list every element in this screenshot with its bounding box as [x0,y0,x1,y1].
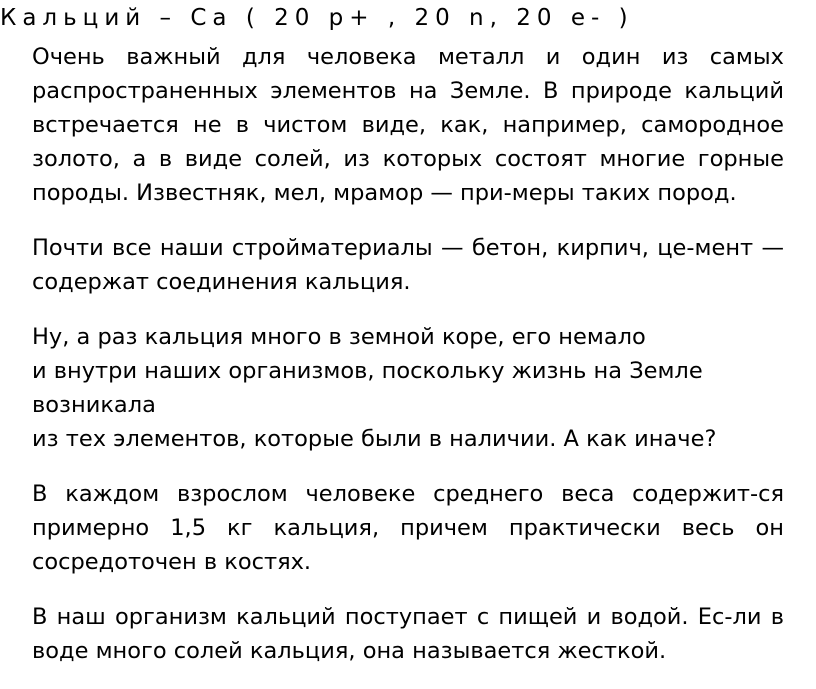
document-body [32,40,784,689]
paragraph-organisms [32,320,784,456]
paragraph-adult-calcium: В каждом взрослом человеке среднего веса содержит-ся примерно 1,5 кг кальция, причем практически весь он сосредоточен в костях. [32,481,784,575]
paragraph-calcium-intro: Очень важный для человека металл и один из самых распространенных элементов на Земле. В природе кальций встречается не в чистом виде, как, например, самородное золото, а в виде солей, из которых состоят многие горные породы. Известняк, мел, мрамор — при-меры таких пород. [32,44,784,206]
page-title: Кальций – Са ( 20 p+ , 20 n, 20 e- ) [0,5,634,31]
paragraph-organisms-line: из тех элементов, которые были в наличии. А как иначе? [32,426,717,452]
paragraph-organisms-line: и внутри наших организмов, поскольку жизнь на Земле возникала [32,358,703,418]
paragraph-organisms-line: Ну, а раз кальция много в земной коре, его немало [32,324,646,350]
paragraph-water-hardness: В наш организм кальций поступает с пищей и водой. Ес-ли в воде много солей кальция, она называется жесткой. [32,604,784,664]
paragraph-building-materials: Почти все наши стройматериалы — бетон, кирпич, це-мент — содержат соединения кальция. [32,235,784,295]
